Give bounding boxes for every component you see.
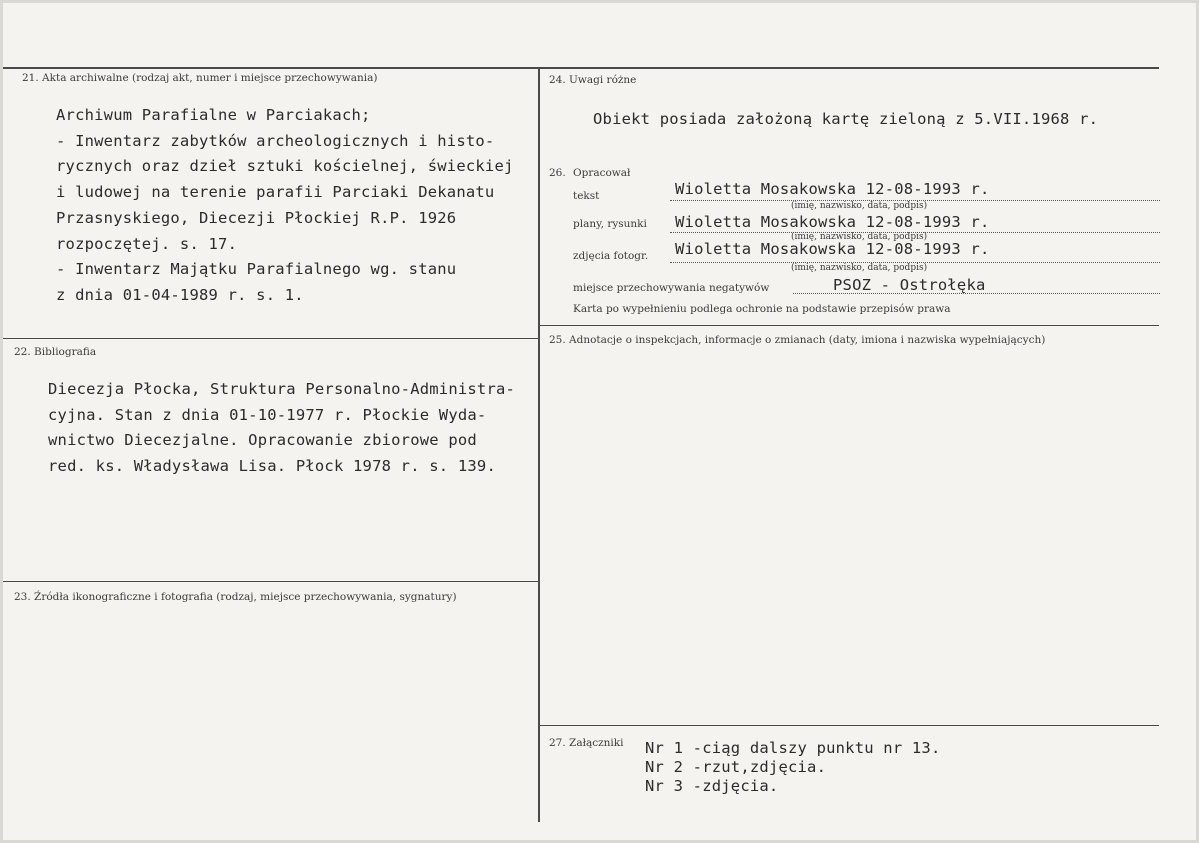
s23-label: 23. Źródła ikonograficzne i fotografia (rodzaj, miejsce przechowywania, sygnatury) (14, 591, 457, 603)
s24-remarks-text: Obiekt posiada założoną kartę zieloną z 5.VII.1968 r. (593, 110, 1099, 128)
s24-label: 24. Uwagi różne (549, 74, 637, 86)
s22-label: 22. Bibliografia (14, 346, 97, 358)
s26-photos-label: zdjęcia fotogr. (573, 250, 649, 262)
s21-line: - Inwentarz Majątku Parafialnego wg. stanu (56, 260, 457, 279)
s26-negatives-value: PSOZ - Ostrołęka (833, 276, 986, 294)
s26-legal-note: Karta po wypełnieniu podlega ochronie na podstawie przepisów prawa (573, 303, 951, 315)
s26-label: Opracował (573, 167, 631, 179)
s26-text-hint: (imię, nazwisko, data, podpis) (791, 201, 928, 211)
s26-photos-hint: (imię, nazwisko, data, podpis) (791, 263, 928, 273)
s26-plans-value: Wioletta Mosakowska 12-08-1993 r. (675, 213, 990, 231)
s21-line: Przasnyskiego, Diecezji Płockiej R.P. 1926 (56, 208, 457, 227)
s26-number: 26. (549, 167, 566, 179)
s26-text-label: tekst (573, 190, 600, 202)
s25-label: 25. Adnotacje o inspekcjach, informacje o zmianach (daty, imiona i nazwiska wypełniających) (549, 334, 1046, 346)
s27-attachments-text (645, 739, 941, 796)
s26-plans-hint: (imię, nazwisko, data, podpis) (791, 232, 928, 242)
s22-line: cyjna. Stan z dnia 01-10-1977 r. Płockie Wyda- (48, 405, 487, 424)
s21-line: rycznych oraz dzieł sztuki kościelnej, świeckiej (56, 157, 514, 176)
s27-attachment-item: Nr 2 -rzut,zdjęcia. (645, 758, 827, 776)
s26-plans-label: plany, rysunki (573, 218, 647, 230)
s21-line: - Inwentarz zabytków archeologicznych i histo- (56, 131, 495, 150)
rule-left-21-22 (3, 338, 539, 339)
s21-line: Archiwum Parafialne w Parciakach; (56, 106, 371, 124)
s26-negatives-dotline (793, 293, 1160, 294)
s26-negatives-label: miejsce przechowywania negatywów (573, 282, 770, 294)
center-vertical-rule (538, 67, 540, 822)
rule-right-25-27 (538, 725, 1159, 726)
s21-line: rozpoczętej. s. 17. (56, 234, 238, 253)
s22-line: wnictwo Diecezjalne. Opracowanie zbiorowe pod (48, 431, 477, 450)
s22-bibliography-text (48, 377, 515, 480)
s21-label: 21. Akta archiwalne (rodzaj akt, numer i miejsce przechowywania) (22, 72, 378, 84)
s21-line: z dnia 01-04-1989 r. s. 1. (56, 285, 304, 304)
s26-text-value: Wioletta Mosakowska 12-08-1993 r. (675, 180, 990, 198)
rule-right-26-25 (538, 325, 1159, 326)
rule-left-22-23 (3, 581, 539, 582)
s26-photos-value: Wioletta Mosakowska 12-08-1993 r. (675, 240, 990, 258)
s21-line: i ludowej na terenie parafii Parciaki Dekanatu (56, 183, 495, 202)
s27-attachment-item: Nr 3 -zdjęcia. (645, 777, 779, 795)
s27-attachment-item: Nr 1 -ciąg dalszy punktu nr 13. (645, 739, 941, 757)
s22-line: red. ks. Władysława Lisa. Płock 1978 r. s. 139. (48, 457, 496, 476)
s21-archive-text (56, 103, 514, 309)
top-rule (3, 67, 1159, 69)
s22-line: Diecezja Płocka, Struktura Personalno-Administra- (48, 380, 516, 398)
s27-label: 27. Załączniki (549, 737, 624, 749)
